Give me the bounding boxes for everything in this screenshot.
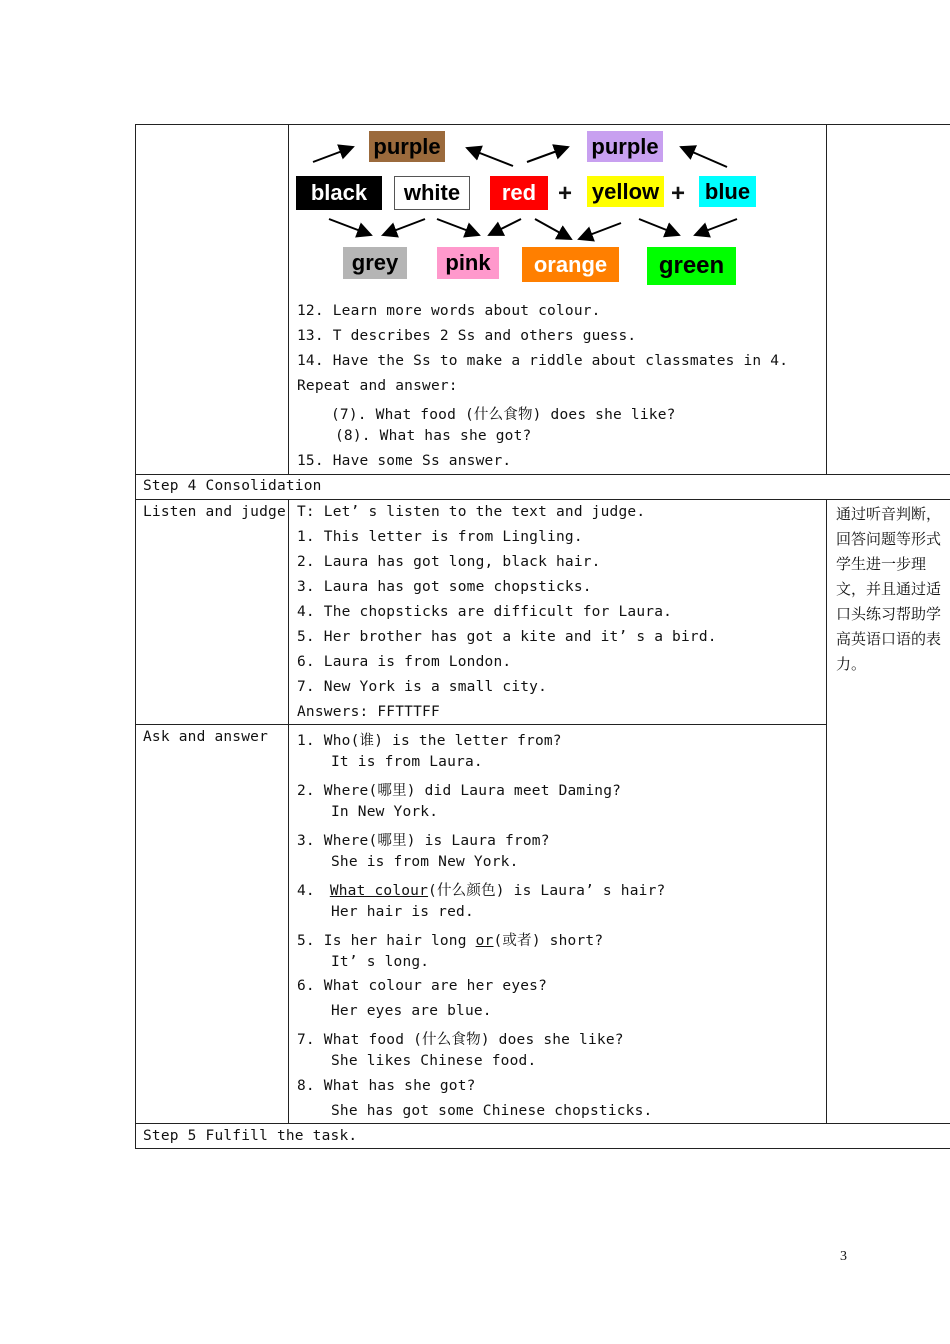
listen-judge-label: Listen and judge <box>143 504 286 520</box>
note-line: 回答问题等形式 <box>836 530 942 548</box>
colour-word-purple-light: purple <box>587 131 663 162</box>
q5-start: 5. Is her hair long <box>297 933 467 949</box>
listen-line: 4. The chopsticks are difficult for Laura. <box>297 604 673 620</box>
col-divider-1b <box>288 499 289 1123</box>
col-divider-2 <box>826 124 827 474</box>
plus-sign-2: + <box>671 180 686 207</box>
colour-word-grey: grey <box>343 247 407 279</box>
row-divider-step4 <box>135 474 950 475</box>
question-7: (7). What food (什么食物) does she like? <box>331 407 676 423</box>
row-divider-step5 <box>135 1123 950 1124</box>
activity-line-15: 15. Have some Ss answer. <box>297 453 512 469</box>
note-line: 学生进一步理 <box>836 555 927 573</box>
row-divider-ask <box>135 724 827 725</box>
ask-question-5 <box>297 929 603 950</box>
listen-line: 2. Laura has got long, black hair. <box>297 554 601 570</box>
note-line: 通过听音判断， <box>836 505 942 523</box>
ask-answer-1: It is from Laura. <box>331 754 483 770</box>
ask-question-3: 3. Where(哪里) is Laura from? <box>297 833 550 849</box>
row-divider-listen <box>135 499 950 500</box>
ask-answer-8: She has got some Chinese chopsticks. <box>331 1103 653 1119</box>
question-8: (8). What has she got? <box>335 428 532 444</box>
colour-word-yellow: yellow <box>587 176 664 207</box>
page-number: 3 <box>840 1249 847 1264</box>
col-divider-2b <box>826 499 827 1123</box>
q5-rest: (或者) short? <box>493 933 604 949</box>
listen-line: 3. Laura has got some chopsticks. <box>297 579 592 595</box>
step-4-heading: Step 4 Consolidation <box>143 478 322 494</box>
plus-sign-1: + <box>558 180 573 207</box>
step-5-heading: Step 5 Fulfill the task. <box>143 1128 358 1144</box>
ask-question-2: 2. Where(哪里) did Laura meet Daming? <box>297 783 622 799</box>
q4-underlined: What colour <box>329 883 429 899</box>
q4-number: 4. <box>297 883 315 899</box>
activity-line-12: 12. Learn more words about colour. <box>297 303 601 319</box>
colour-word-purple-brown: purple <box>369 131 445 162</box>
repeat-heading: Repeat and answer: <box>297 378 458 394</box>
ask-question-1: 1. Who(谁) is the letter from? <box>297 733 562 749</box>
ask-answer-7: She likes Chinese food. <box>331 1053 537 1069</box>
table-border-bottom <box>135 1148 950 1149</box>
listen-line: 5. Her brother has got a kite and it’ s a bird. <box>297 629 717 645</box>
listen-line: 7. New York is a small city. <box>297 679 548 695</box>
q5-underlined: or <box>475 933 494 949</box>
note-line: 口头练习帮助学 <box>836 605 942 623</box>
colour-word-blue: blue <box>699 176 756 207</box>
listen-line: 1. This letter is from Lingling. <box>297 529 583 545</box>
ask-question-4 <box>297 879 665 900</box>
note-line: 高英语口语的表 <box>836 630 942 648</box>
colour-word-black: black <box>296 176 382 210</box>
colour-word-white: white <box>394 176 470 210</box>
activity-line-13: 13. T describes 2 Ss and others guess. <box>297 328 637 344</box>
ask-answer-5: It’ s long. <box>331 954 430 970</box>
listen-line: T: Let’ s listen to the text and judge. <box>297 504 646 520</box>
activity-line-14: 14. Have the Ss to make a riddle about classmates in 4. <box>297 353 789 369</box>
ask-answer-label: Ask and answer <box>143 729 269 745</box>
ask-answer-3: She is from New York. <box>331 854 519 870</box>
ask-answer-6: Her eyes are blue. <box>331 1003 492 1019</box>
ask-answer-2: In New York. <box>331 804 439 820</box>
colour-word-orange: orange <box>522 247 619 282</box>
answers-line: Answers: FFTTTFF <box>297 704 440 720</box>
colour-word-green: green <box>647 247 736 285</box>
note-line: 文，并且通过适 <box>836 580 942 598</box>
colour-word-pink: pink <box>437 247 499 279</box>
colour-word-red: red <box>490 176 548 210</box>
ask-answer-4: Her hair is red. <box>331 904 474 920</box>
table-border-left <box>135 124 136 1149</box>
note-line: 力。 <box>836 655 867 673</box>
ask-question-6: 6. What colour are her eyes? <box>297 978 548 994</box>
listen-line: 6. Laura is from London. <box>297 654 512 670</box>
q4-rest: (什么颜色) is Laura’ s hair? <box>428 883 666 899</box>
ask-question-8: 8. What has she got? <box>297 1078 476 1094</box>
ask-question-7: 7. What food (什么食物) does she like? <box>297 1032 624 1048</box>
